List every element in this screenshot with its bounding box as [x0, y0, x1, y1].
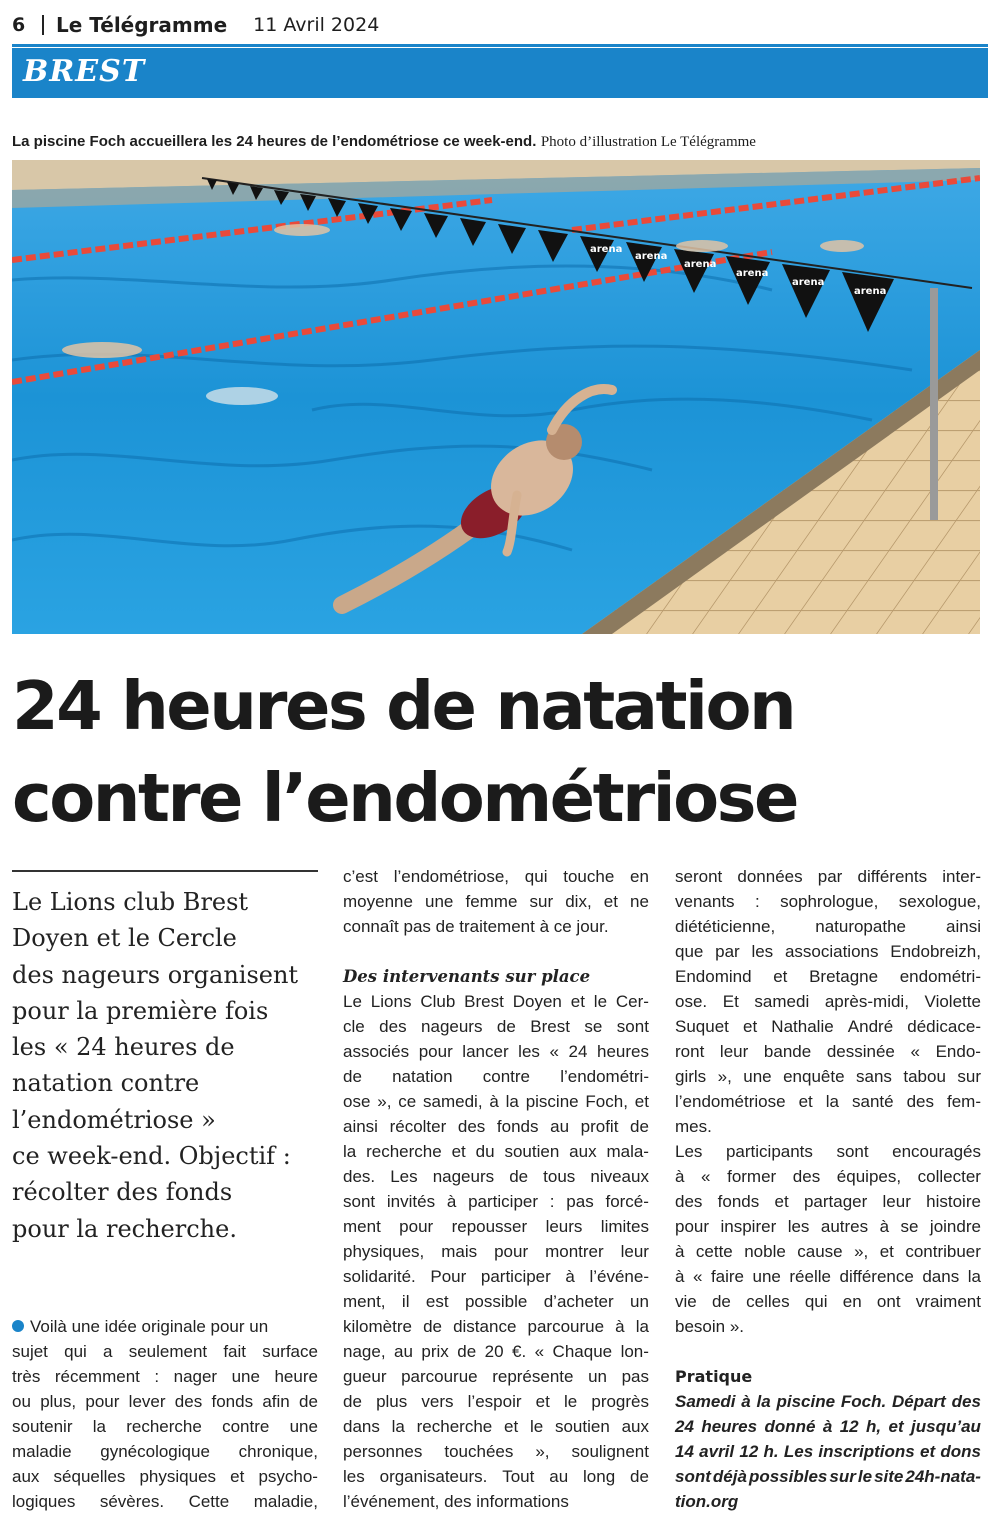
body-line: 24 heures donné à 12 h, et jusqu’au [675, 1417, 981, 1436]
body-line: solidarité. Pour participer à l’événe- [343, 1267, 649, 1286]
body-line: Samedi à la piscine Foch. Départ des [675, 1392, 981, 1411]
lead-line: Le Lions club Brest [12, 888, 249, 916]
caption-text: La piscine Foch accueillera les 24 heures de l’endométriose ce week-end. [12, 133, 537, 150]
lead-line: natation contre [12, 1069, 200, 1098]
col3-body [675, 864, 981, 1339]
svg-text:arena: arena [590, 244, 623, 255]
body-line: ou plus, pour lever des fonds afin de [12, 1392, 318, 1411]
lead-line: les « 24 heures de [12, 1033, 235, 1062]
lead-rule [12, 870, 318, 872]
body-line: Endomind et Bretagne endométri- [675, 967, 981, 986]
page-header [12, 10, 990, 40]
body-line: que par les associations Endobreizh, [675, 942, 981, 961]
body-line: 14 avril 12 h. Les inscriptions et dons [675, 1442, 981, 1461]
pool-photo [12, 160, 980, 634]
body-line: venants : sophrologue, sexologue, [675, 892, 981, 911]
spacer [343, 939, 649, 964]
body-line: c’est l’endométriose, qui touche en [343, 867, 649, 886]
section-title: BREST [23, 54, 146, 89]
body-line: des fonds et partager leur histoire [675, 1192, 981, 1211]
section-banner [12, 48, 988, 98]
body-line: ose », ce samedi, à la piscine Foch, et [343, 1092, 649, 1111]
body-line: de natation contre l’endométri- [343, 1067, 649, 1086]
photo-credit: Photo d’illustration Le Télégramme [540, 134, 756, 150]
body-line: soutenir la recherche contre une [12, 1417, 318, 1436]
page-number: 6 [12, 14, 26, 36]
article-column-3 [675, 864, 981, 1514]
lead-paragraph [12, 884, 322, 1247]
svg-text:arena: arena [684, 259, 717, 270]
body-line: girls », une enquête sans tabou sur [675, 1067, 981, 1086]
article-column-2 [343, 864, 649, 1514]
body-line: ose. Et samedi après-midi, Violette [675, 992, 981, 1011]
pratique-heading: Pratique [675, 1367, 753, 1386]
body-line: cle des nageurs de Brest se sont [343, 1017, 649, 1036]
body-line: la recherche et du soutien aux mala- [343, 1142, 649, 1161]
body-line: Suquet et Nathalie André dédicace- [675, 1017, 981, 1036]
body-line: connaît pas de traitement à ce jour. [343, 917, 609, 936]
svg-text:arena: arena [854, 286, 887, 297]
body-line: très récemment : nager une heure [12, 1367, 318, 1386]
photo-caption [12, 133, 992, 151]
newspaper-name: Le Télégramme [56, 13, 228, 37]
lead-line: des nageurs organisent [12, 960, 299, 989]
body-line: associés pour lancer les « 24 heures [343, 1042, 649, 1061]
body-line: physiques, mais pour montrer leur [343, 1242, 649, 1261]
article-column-1 [12, 1314, 318, 1514]
lead-line: Doyen et le Cercle [12, 924, 237, 953]
body-line: maladie gynécologique chronique, [12, 1442, 318, 1461]
body-line: aux séquelles physiques et psycho- [12, 1467, 318, 1486]
svg-text:arena: arena [635, 251, 668, 262]
lead-line: récolter des fonds [12, 1178, 233, 1207]
body-line: dans la recherche et le soutien aux [343, 1417, 649, 1436]
svg-text:arena: arena [736, 268, 769, 279]
body-line: vie de celles qui en ont vraiment [675, 1292, 981, 1311]
lead-line: pour la première fois [12, 996, 269, 1025]
lead-line: pour la recherche. [12, 1214, 237, 1243]
body-line: sujet qui a seulement fait surface [12, 1342, 318, 1361]
body-line: ment pour repousser leurs limites [343, 1217, 649, 1236]
body-line: l’événement, des informations [343, 1492, 569, 1511]
headline-line-1: 24 heures de natation [12, 667, 795, 745]
body-line: moyenne une femme sur dix, et ne [343, 892, 649, 911]
body-line: à « faire une réelle différence dans la [675, 1267, 981, 1286]
body-line: de plus vers l’espoir et le progrès [343, 1392, 649, 1411]
lead-line: ce week-end. Objectif : [12, 1142, 291, 1171]
headline-line-2: contre l’endométriose [12, 759, 797, 837]
body-line: diététicienne, naturopathe ainsi [675, 917, 981, 936]
body-line: tion.org [675, 1492, 739, 1511]
body-line: sont déjà possibles sur le site 24h-nata- [675, 1467, 981, 1486]
flag-pole [930, 288, 938, 520]
body-line: gueur parcourue représente un pas [343, 1367, 649, 1386]
body-line: Voilà une idée originale pour un [12, 1314, 318, 1339]
bullet-dot [12, 1320, 24, 1332]
body-line: seront données par différents inter- [675, 867, 981, 886]
body-line: besoin ». [675, 1317, 744, 1336]
body-line: ment, il est possible d’acheter un [343, 1292, 649, 1311]
body-line: les organisateurs. Tout au long de [343, 1467, 649, 1486]
body-line: l’endométriose et la santé des fem- [675, 1092, 981, 1111]
body-line: logiques sévères. Cette maladie, [12, 1492, 318, 1511]
body-line: ront leur bande dessinée « Endo- [675, 1042, 981, 1061]
body-line: des. Les nageurs de tous niveaux [343, 1167, 649, 1186]
spacer [675, 1339, 981, 1364]
body-line: à cette noble cause », et contribuer [675, 1242, 981, 1261]
body-line: Le Lions Club Brest Doyen et le Cer- [343, 992, 649, 1011]
pool-illustration [12, 160, 980, 634]
col2-body [343, 989, 649, 1514]
svg-text:arena: arena [792, 277, 825, 288]
lead-line: l’endométriose » [12, 1105, 216, 1134]
body-line: à « former des équipes, collecter [675, 1167, 981, 1186]
body-line: kilomètre de distance parcourue à la [343, 1317, 649, 1336]
header-rule [12, 44, 988, 47]
pratique-body [675, 1389, 981, 1514]
header-separator [42, 15, 44, 35]
body-line: sont invités à participer : pas forcé- [343, 1192, 649, 1211]
body-line: ainsi récolter des fonds au profit de [343, 1117, 649, 1136]
body-line: mes. [675, 1117, 712, 1136]
body-line: nage, au prix de 20 €. « Chaque lon- [343, 1342, 649, 1361]
body-line: Les participants sont encouragés [675, 1142, 981, 1161]
body-line: pour inspirer les autres à se joindre [675, 1217, 981, 1236]
body-line: personnes touchées », soulignent [343, 1442, 649, 1461]
headline [12, 660, 992, 844]
issue-date: 11 Avril 2024 [253, 14, 380, 36]
subheading: Des intervenants sur place [343, 967, 591, 986]
